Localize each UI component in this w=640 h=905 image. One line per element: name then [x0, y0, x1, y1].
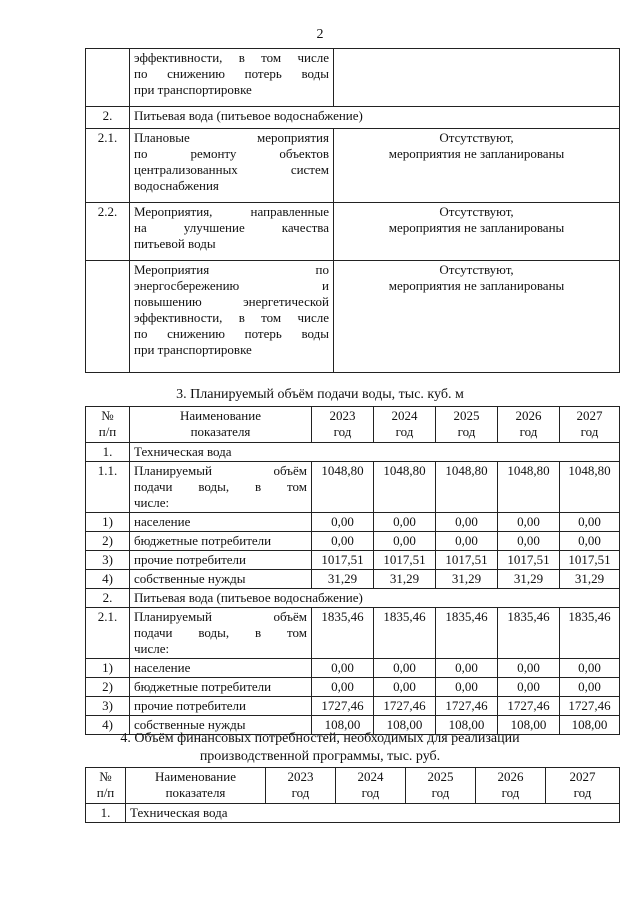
measures-table: [85, 48, 620, 373]
header-year: 2023 год: [312, 407, 374, 443]
section-heading-3: 3. Планируемый объём подачи воды, тыс. куб. м: [176, 387, 464, 402]
financial-needs-table: [85, 767, 620, 823]
table-row: [86, 129, 620, 203]
header-row: [86, 768, 620, 804]
section-title: Техническая вода: [130, 443, 620, 462]
table-row: 2) бюджетные потребители 0,00 0,00 0,00 0,00 0,00: [86, 678, 620, 697]
table-row: 1) население 0,00 0,00 0,00 0,00 0,00: [86, 513, 620, 532]
header-year: 2023 год: [266, 768, 336, 804]
measure-name: эффективности, в том числе по снижению потерь воды при транспортировке: [130, 49, 334, 107]
table-row: 1.1. Планируемый объём подачи воды, в том числе: 1048,80 1048,80 1048,80 1048,80 1048,80: [86, 462, 620, 513]
section-drinking: [86, 589, 620, 735]
table-row: 3) прочие потребители 1017,51 1017,51 1017,51 1017,51 1017,51: [86, 551, 620, 570]
table-row: 4) собственные нужды 31,29 31,29 31,29 31,29 31,29: [86, 570, 620, 589]
row-number: 2.1.: [86, 129, 130, 203]
page-number: 2: [316, 27, 324, 42]
table-row: 3) прочие потребители 1727,46 1727,46 1727,46 1727,46 1727,46: [86, 697, 620, 716]
section-title: Питьевая вода (питьевое водоснабжение): [130, 589, 620, 608]
water-volume-table: [85, 406, 620, 735]
header-year: 2025 год: [406, 768, 476, 804]
header-row: [86, 407, 620, 443]
header-year: 2025 год: [436, 407, 498, 443]
section-row: [86, 107, 620, 129]
header-num: № п/п: [86, 407, 130, 443]
section-heading-4: 4. Объём финансовых потребностей, необходимых для реализации производственной программы, тыс. руб.: [120, 731, 520, 764]
section-technical: [86, 443, 620, 589]
table-row: [86, 49, 620, 107]
row-number: 2.2.: [86, 203, 130, 261]
measure-note: Отсутствуют, мероприятия не запланированы: [334, 261, 620, 373]
table-row: 2.1. Планируемый объём подачи воды, в том числе: 1835,46 1835,46 1835,46 1835,46 1835,46: [86, 608, 620, 659]
header-num: № п/п: [86, 768, 126, 804]
row-number: [86, 49, 130, 107]
header-name: Наименование показателя: [126, 768, 266, 804]
header-year: 2026 год: [498, 407, 560, 443]
section-title: Техническая вода: [126, 804, 620, 823]
measure-name: Плановые мероприятия по ремонту объектов централизованных систем водоснабжения: [130, 129, 334, 203]
section-title: Питьевая вода (питьевое водоснабжение): [130, 107, 620, 129]
measure-name: Мероприятия, направленные на улучшение качества питьевой воды: [130, 203, 334, 261]
measure-name: Мероприятия по энергосбережению и повышению энергетической эффективности, в том числе по снижению потерь воды при транспортировке: [130, 261, 334, 373]
header-year: 2026 год: [476, 768, 546, 804]
row-name: Планируемый объём подачи воды, в том числе:: [130, 462, 312, 513]
table-row: 1) население 0,00 0,00 0,00 0,00 0,00: [86, 659, 620, 678]
row-number: 2.: [86, 107, 130, 129]
header-year: 2024 год: [374, 407, 436, 443]
section-row: 1. Техническая вода: [86, 443, 620, 462]
table-row: 4) собственные нужды 108,00 108,00 108,00 108,00 108,00: [86, 716, 620, 735]
row-number: [86, 261, 130, 373]
header-name: Наименование показателя: [130, 407, 312, 443]
row-name: Планируемый объём подачи воды, в том числе:: [130, 608, 312, 659]
measure-note: Отсутствуют, мероприятия не запланированы: [334, 203, 620, 261]
header-year: 2027 год: [546, 768, 620, 804]
header-year: 2024 год: [336, 768, 406, 804]
measure-note: Отсутствуют, мероприятия не запланированы: [334, 129, 620, 203]
header-year: 2027 год: [560, 407, 620, 443]
table-row: [86, 261, 620, 373]
section-row: 1. Техническая вода: [86, 804, 620, 823]
section-row: 2. Питьевая вода (питьевое водоснабжение): [86, 589, 620, 608]
table-row: [86, 203, 620, 261]
measure-note: [334, 49, 620, 107]
table-row: 2) бюджетные потребители 0,00 0,00 0,00 0,00 0,00: [86, 532, 620, 551]
